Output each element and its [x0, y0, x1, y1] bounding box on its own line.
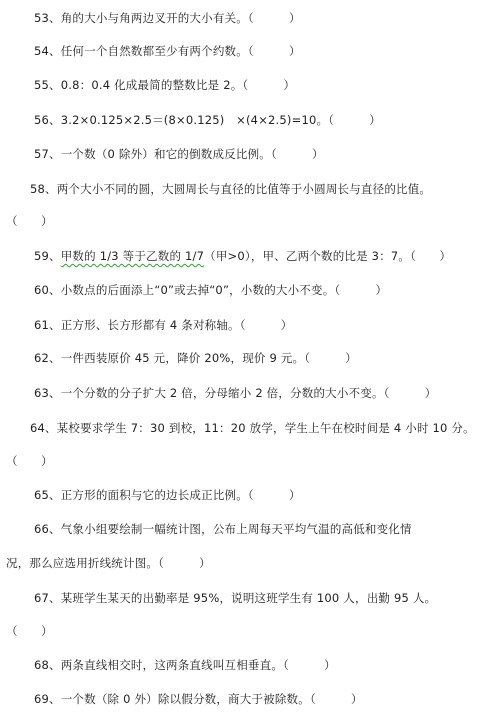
- question-53: 53、角的大小与角两边叉开的大小有关。（ ）: [34, 11, 301, 25]
- question-67-answer: （ ）: [6, 624, 53, 638]
- question-57: 57、一个数（0 除外）和它的倒数成反比例。（ ）: [34, 147, 324, 161]
- question-54: 54、任何一个自然数都至少有两个约数。（ ）: [34, 44, 301, 58]
- question-64-answer: （ ）: [6, 454, 53, 468]
- question-65: 65、正方形的面积与它的边长成正比例。（ ）: [34, 488, 301, 502]
- question-67: 67、某班学生某天的出勤率是 95%，说明这班学生有 100 人，出勤 95 人。: [34, 591, 437, 605]
- question-56: 56、3.2×0.125×2.5＝(8×0.125) ×(4×2.5)=10。（ ）: [34, 113, 381, 127]
- question-69: 69、一个数（除 0 外）除以假分数，商大于被除数。（ ）: [34, 692, 363, 706]
- question-64: 64、某校要求学生 7：30 到校，11：20 放学，学生上午在校时间是 4 小时 10 分。: [30, 421, 475, 435]
- question-63: 63、一个分数的分子扩大 2 倍，分母缩小 2 倍，分数的大小不变。（ ）: [34, 386, 437, 400]
- question-68: 68、两条直线相交时，这两条直线叫互相垂直。（ ）: [34, 658, 336, 672]
- question-61: 61、正方形、长方形都有 4 条对称轴。（ ）: [34, 318, 293, 332]
- question-66-continued: 况，那么应选用折线统计图。（ ）: [6, 556, 211, 570]
- question-58: 58、两个大小不同的圆，大圆周长与直径的比值等于小圆周长与直径的比值。: [30, 182, 432, 196]
- spellcheck-underlined-text: 甲数的 1/3 等于乙数的 1/7: [60, 249, 205, 263]
- question-60: 60、小数点的后面添上“0”或去掉“0”，小数的大小不变。（ ）: [34, 283, 388, 297]
- question-55: 55、0.8：0.4 化成最简的整数比是 2。（ ）: [34, 78, 296, 92]
- question-58-answer: （ ）: [6, 214, 53, 228]
- question-62: 62、一件西装原价 45 元，降价 20%，现价 9 元。（ ）: [34, 351, 357, 365]
- question-59-rest: （甲>0），甲、乙两个数的比是 3：7。（ ）: [204, 249, 452, 263]
- question-59: [34, 248, 451, 264]
- question-59-prefix: 59、: [34, 249, 61, 263]
- question-66: 66、气象小组要绘制一幅统计图，公布上周每天平均气温的高低和变化情: [34, 522, 412, 536]
